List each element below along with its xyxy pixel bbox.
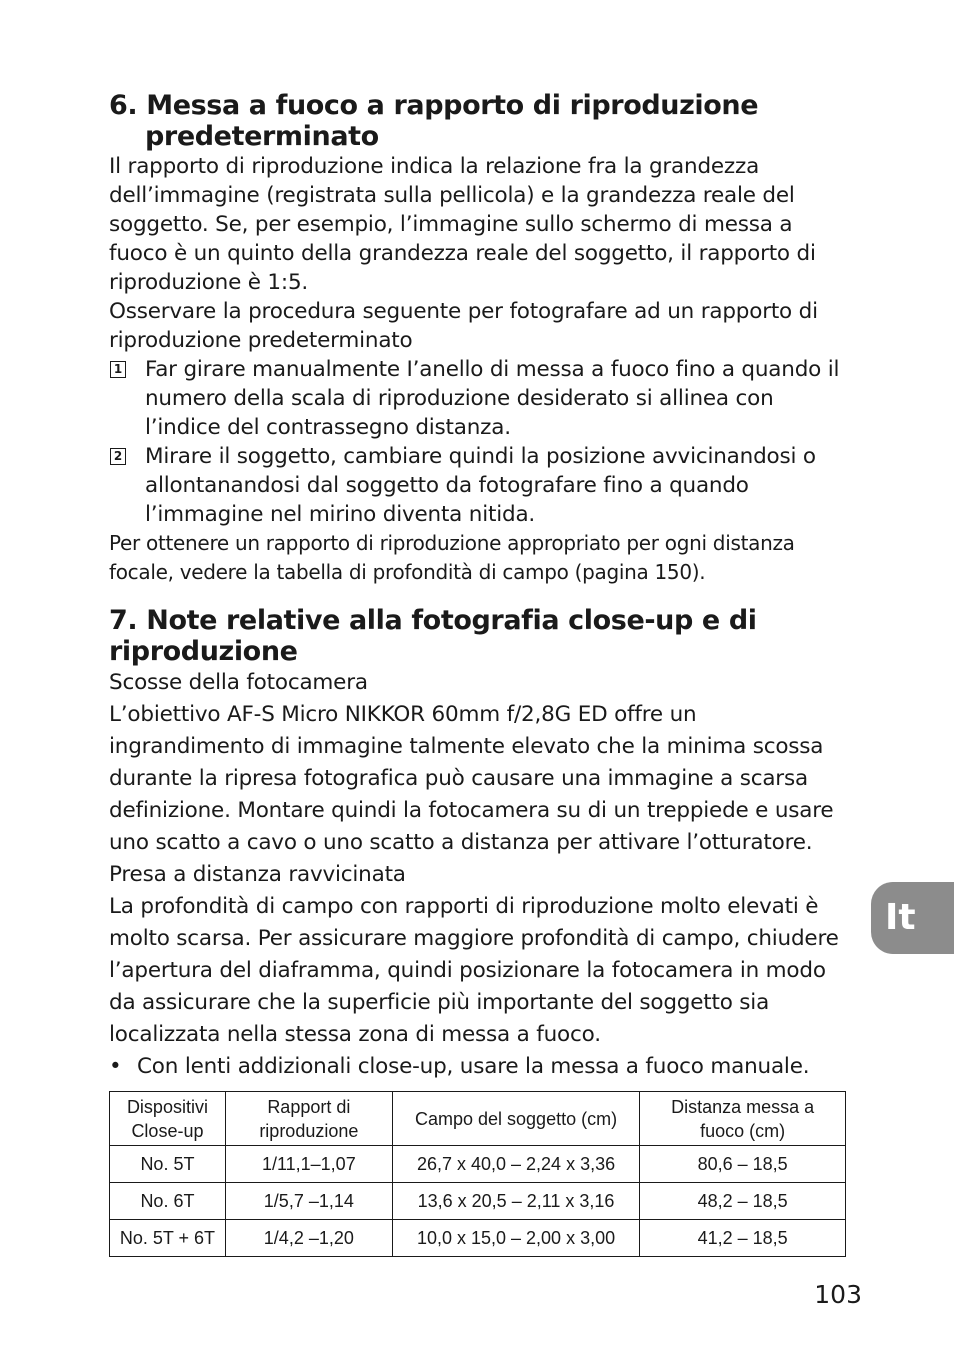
section-6-note: Per ottenere un rapporto di riproduzione appropriato per ogni distanza focale, vedere la tabella di profondità di campo (pagina 150). — [109, 531, 795, 584]
table-cell: 1/5,7 –1,14 — [225, 1183, 392, 1220]
table-cell: 1/11,1–1,07 — [225, 1146, 392, 1183]
table-cell: 26,7 x 40,0 – 2,24 x 3,36 — [392, 1146, 640, 1183]
table-cell: No. 6T — [110, 1183, 226, 1220]
header-devices: Dispositivi Close-up — [110, 1092, 226, 1146]
table-cell: No. 5T + 6T — [110, 1220, 226, 1257]
table-row — [110, 1183, 846, 1220]
section-6-body — [109, 152, 849, 587]
section-6-paragraph-1: Il rapporto di riproduzione indica la relazione fra la grandezza dell’immagine (registrata sulla pellicola) e la grandezza reale del soggetto. Se, per esempio, l’immagine sullo schermo di messa a fuoco è un quinto della grandezza reale del soggetto, il rapporto di riproduzione è 1:5. — [109, 154, 816, 295]
table-cell: 10,0 x 15,0 – 2,00 x 3,00 — [392, 1220, 640, 1257]
bullet-text: Con lenti addizionali close-up, usare la messa a fuoco manuale. — [137, 1054, 810, 1079]
header-ratio: Rapport di riproduzione — [225, 1092, 392, 1146]
table-cell: 41,2 – 18,5 — [640, 1220, 846, 1257]
header-distance: Distanza messa a fuoco (cm) — [640, 1092, 846, 1146]
header-field: Campo del soggetto (cm) — [392, 1092, 640, 1146]
section-7-paragraph-1: L’obiettivo AF-S Micro NIKKOR 60mm f/2,8G ED offre un ingrandimento di immagine talmente elevato che la minima scossa durante la ripresa fotografica può causare una immagine a scarsa definizione. Montare quindi la fotocamera su di un treppiede e usare uno scatto a cavo o uno scatto a distanza per attivare l’otturatore. — [109, 702, 834, 855]
close-up-table — [109, 1091, 846, 1257]
bullet-item — [109, 1051, 849, 1083]
subheading-camera-shake: Scosse della fotocamera — [109, 670, 368, 695]
step-1 — [109, 355, 849, 442]
step-2 — [109, 442, 849, 529]
table-cell: 1/4,2 –1,20 — [225, 1220, 392, 1257]
page-content — [109, 90, 849, 1083]
table-header-row — [110, 1092, 846, 1146]
table-cell: No. 5T — [110, 1146, 226, 1183]
section-7 — [109, 605, 849, 1083]
table-cell: 48,2 – 18,5 — [640, 1183, 846, 1220]
section-7-heading: 7. Note relative alla fotografia close-up e di riproduzione — [109, 605, 757, 667]
section-6-paragraph-2: Osservare la procedura seguente per fotografare ad un rapporto di riproduzione predeterminato — [109, 299, 818, 353]
section-7-paragraph-2: La profondità di campo con rapporti di riproduzione molto elevati è molto scarsa. Per assicurare maggiore profondità di campo, chiudere l’apertura del diaframma, quindi posizionare la fotocamera in modo da assicurare che la superficie più importante del soggetto sia localizzata nella stessa zona di messa a fuoco. — [109, 894, 839, 1047]
step-1-number: 1 — [110, 361, 126, 378]
bullet-mark: • — [109, 1054, 122, 1079]
table-cell: 80,6 – 18,5 — [640, 1146, 846, 1183]
language-tab: It — [871, 882, 954, 954]
table-row — [110, 1146, 846, 1183]
step-2-text: Mirare il soggetto, cambiare quindi la posizione avvicinandosi o allontanandosi dal soggetto da fotografare fino a quando l’immagine nel mirino diventa nitida. — [145, 444, 816, 527]
section-6-heading: 6. Messa a fuoco a rapporto di riproduzione predeterminato — [109, 90, 759, 152]
section-7-body — [109, 667, 849, 1083]
table-row — [110, 1220, 846, 1257]
step-2-number: 2 — [110, 448, 126, 465]
subheading-close-range: Presa a distanza ravvicinata — [109, 862, 406, 887]
table-cell: 13,6 x 20,5 – 2,11 x 3,16 — [392, 1183, 640, 1220]
page-number: 103 — [814, 1280, 862, 1309]
step-1-text: Far girare manualmente I’anello di messa a fuoco fino a quando il numero della scala di riproduzione desiderato si allinea con l’indice del contrassegno distanza. — [145, 357, 840, 440]
